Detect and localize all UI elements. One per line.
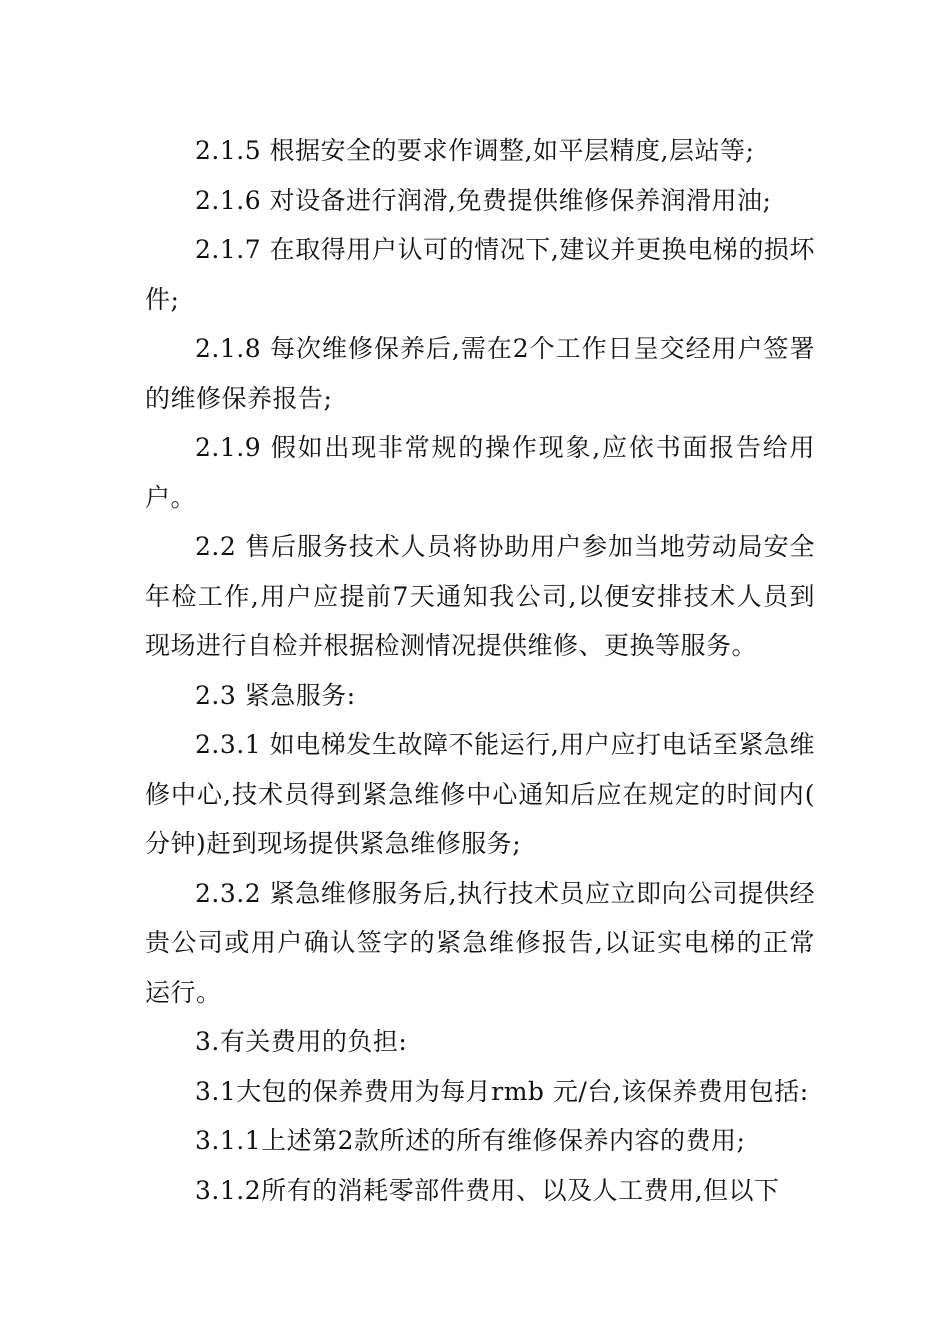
document-body [145,126,815,1215]
paragraph-2-1-5: 2.1.5 根据安全的要求作调整,如平层精度,层站等; [195,136,755,165]
paragraph-2-3: 2.3 紧急服务: [195,680,356,710]
paragraph-3-1-2: 3.1.2所有的消耗零部件费用、以及人工费用,但以下 [195,1175,780,1205]
paragraph-2-1-8: 2.1.8 每次维修保养后,需在2个工作日呈交经用户签署的维修保养报告; [145,334,815,413]
paragraph-2-1-9: 2.1.9 假如出现非常规的操作现象,应依书面报告给用户。 [145,433,815,512]
paragraph-2-2: 2.2 售后服务技术人员将协助用户参加当地劳动局安全年检工作,用户应提前7天通知我公司,以便安排技术人员到现场进行自检并根据检测情况提供维修、更换等服务。 [145,532,815,660]
paragraph-2-1-7: 2.1.7 在取得用户认可的情况下,建议并更换电梯的损坏件; [145,235,815,314]
paragraph-3: 3.有关费用的负担: [195,1027,408,1056]
paragraph-3-1-1: 3.1.1上述第2款所述的所有维修保养内容的费用; [195,1126,746,1155]
paragraph-2-3-1: 2.3.1 如电梯发生故障不能运行,用户应打电话至紧急维修中心,技术员得到紧急维修中心通知后应在规定的时间内( 分钟)赶到现场提供紧急维修服务; [145,730,815,858]
paragraph-2-1-6: 2.1.6 对设备进行润滑,免费提供维修保养润滑用油; [195,185,772,215]
paragraph-3-1: 3.1大包的保养费用为每月rmb 元/台,该保养费用包括: [195,1076,809,1106]
paragraph-2-3-2: 2.3.2 紧急维修服务后,执行技术员应立即向公司提供经贵公司或用户确认签字的紧急维修报告,以证实电梯的正常运行。 [145,878,815,1007]
